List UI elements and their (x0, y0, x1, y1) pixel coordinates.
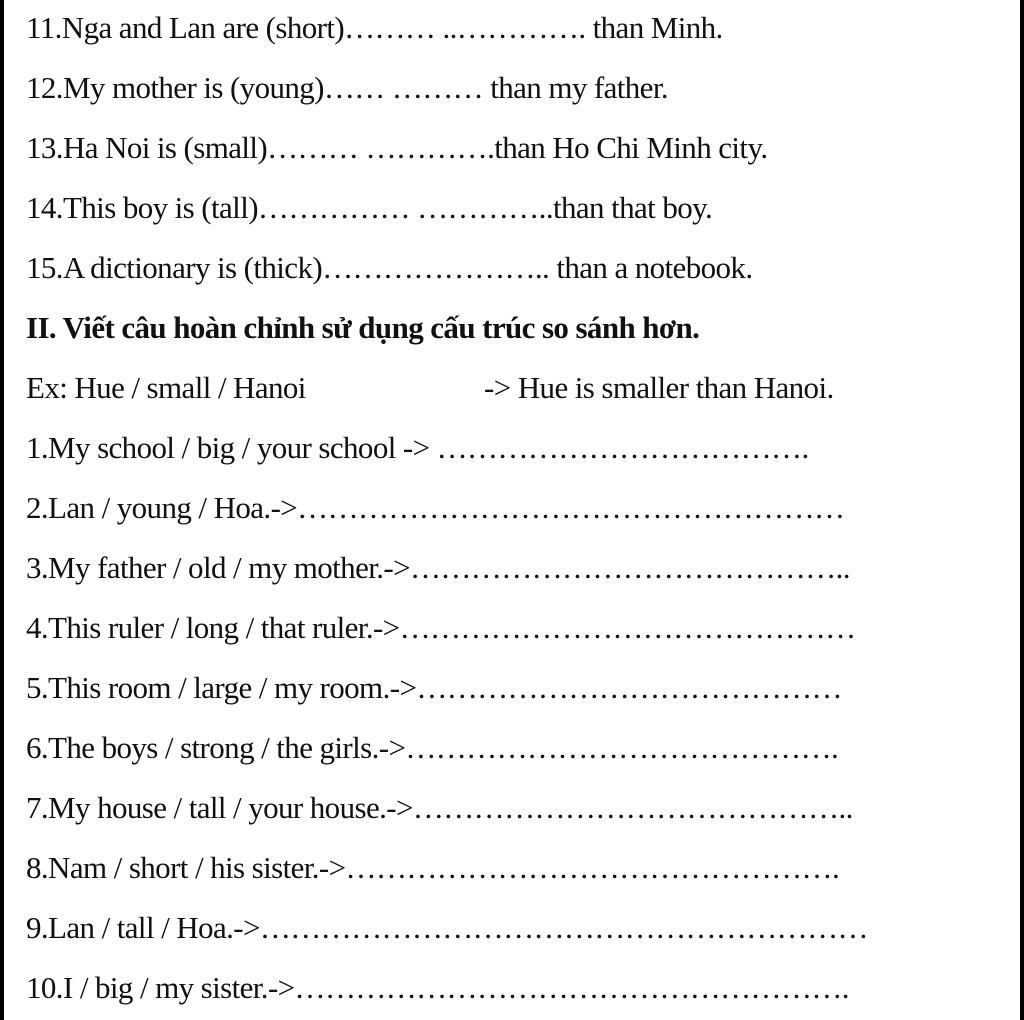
sentence-item-5: 5.This room / large / my room.->…………………………………… (26, 670, 842, 705)
exercise-item-12: 12.My mother is (young)…… ……… than my father. (26, 70, 668, 105)
sentence-item-10: 10.I / big / my sister.->………………………………………………. (26, 970, 849, 1005)
section-heading: II. Viết câu hoàn chỉnh sử dụng cấu trúc so sánh hơn. (26, 310, 700, 345)
exercise-item-11: 11.Nga and Lan are (short)……… ..…………. than Minh. (26, 10, 723, 45)
sentence-item-1: 1.My school / big / your school -> ………………………………. (26, 430, 809, 465)
sentence-item-9: 9.Lan / tall / Hoa.->…………………………………………………… (26, 910, 868, 945)
sentence-item-6: 6.The boys / strong / the girls.->……………………………………. (26, 730, 839, 765)
sentence-item-4: 4.This ruler / long / that ruler.->……………………………………… (26, 610, 856, 645)
exercise-item-13: 13.Ha Noi is (small)……… ………….than Ho Chi Minh city. (26, 130, 768, 165)
example-prompt: Ex: Hue / small / Hanoi (26, 370, 306, 405)
example-answer: -> Hue is smaller than Hanoi. (484, 370, 834, 405)
exercise-item-15: 15.A dictionary is (thick)………………….. than a notebook. (26, 250, 753, 285)
sentence-item-7: 7.My house / tall / your house.->…………………………………….. (26, 790, 853, 825)
sentence-item-2: 2.Lan / young / Hoa.->……………………………………………… (26, 490, 845, 525)
exercise-item-14: 14.This boy is (tall)…………… …………..than that boy. (26, 190, 713, 225)
sentence-item-8: 8.Nam / short / his sister.->…………………………………………. (26, 850, 840, 885)
sentence-item-3: 3.My father / old / my mother.->…………………………………….. (26, 550, 850, 585)
